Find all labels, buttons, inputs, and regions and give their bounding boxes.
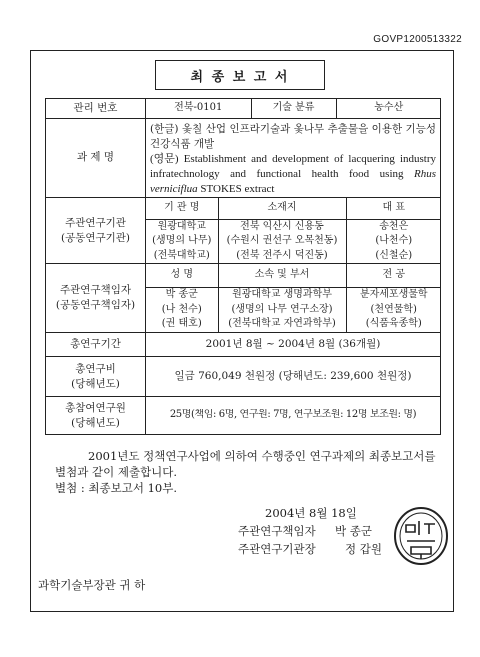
- researcher-label: [46, 264, 146, 333]
- project-title-cell: [146, 119, 441, 198]
- project-title-label: 과 제 명: [46, 119, 146, 198]
- researcher-label-joint: (공동연구책임자): [55, 299, 136, 311]
- report-info-table: [45, 98, 441, 435]
- research-staff-label: [46, 397, 146, 435]
- institution-name-main: 원광대학교: [157, 220, 206, 232]
- korean-title: 옻칠 산업 인프라기술과 옻나무 추출물을 이용한 기능성 건강식품 개발: [150, 122, 436, 150]
- submission-date: 2004년 8월 18일: [265, 506, 357, 520]
- official-seal-icon: [392, 505, 450, 567]
- submission-text-line-1: 2001년도 정책연구사업에 의하여 수행중인 연구과제의 최종보고서를: [88, 449, 436, 463]
- researcher-major-header: 전 공: [346, 264, 441, 287]
- institution-subtable: [146, 198, 441, 263]
- institution-location-joint-2: (전북 전주시 덕진동): [236, 249, 328, 261]
- institution-value-row: [146, 219, 441, 263]
- institution-representative-main: 송천은: [379, 220, 409, 232]
- researcher-name-main: 박 종군: [165, 289, 198, 300]
- researcher-affiliation-joint-2: (전북대학교 자연과학부): [228, 318, 336, 329]
- institution-names: [146, 219, 218, 263]
- research-budget-value: 일금 760,049 천원정 (당해년도: 239,600 천원정): [146, 357, 441, 397]
- document-id: GOVP1200513322: [373, 34, 462, 45]
- institution-representative-header: 대 표: [346, 198, 441, 219]
- row-research-period: [46, 333, 441, 357]
- attachment-note: 별첨 : 최종보고서 10부.: [55, 481, 178, 495]
- researcher-affiliations: [218, 287, 346, 332]
- pi-signature-name: 박 종군: [335, 524, 372, 538]
- researcher-affiliation-header: 소속 및 부서: [218, 264, 346, 287]
- korean-prefix: (한글): [150, 122, 179, 135]
- project-title-english: [150, 152, 436, 197]
- institution-cell: [146, 198, 441, 264]
- researcher-affiliation-joint-1: (생명의 나무 연구소장): [231, 303, 333, 315]
- tech-class-label: 기술 분류: [251, 99, 336, 118]
- researcher-name-header: 성 명: [146, 264, 218, 287]
- row-researcher: [46, 264, 441, 333]
- institution-label-main: 주관연구기관: [65, 216, 126, 229]
- report-title: 최 종 보 고 서: [155, 60, 325, 90]
- management-number-value: 전북-0101: [146, 99, 251, 118]
- research-period-value: 2001년 8월 ~ 2004년 8월 (36개월): [146, 333, 441, 357]
- researcher-name-joint-2: (권 태호): [161, 318, 202, 329]
- submission-text-line-2: 별첨과 같이 제출합니다.: [55, 465, 178, 479]
- researcher-affiliation-main: 원광대학교 생명과학부: [232, 289, 332, 300]
- row-management-number: [46, 99, 441, 119]
- english-prefix: (영문): [150, 152, 179, 165]
- institution-name-header: 기 관 명: [146, 198, 218, 219]
- research-staff-label-main: 총참여연구원: [65, 401, 126, 414]
- research-staff-cell: [146, 397, 441, 435]
- tech-class-value: 농수산: [336, 99, 441, 118]
- research-staff-value: 25명(책임: 6명, 연구원: 7명, 연구보조원: 12명 보조원: 명): [169, 409, 417, 421]
- researcher-name-joint-1: (나 천수): [161, 303, 202, 315]
- institution-representative-joint-2: (신철순): [375, 249, 413, 261]
- research-budget-label-main: 총연구비: [75, 362, 116, 375]
- research-budget-label-year: (당해년도): [71, 377, 120, 390]
- management-number-subtable: [146, 99, 441, 118]
- project-title-text: [146, 120, 440, 197]
- head-signature-name: 정 갑원: [345, 542, 382, 556]
- institution-location-header: 소재지: [218, 198, 346, 219]
- row-research-staff: [46, 397, 441, 435]
- research-period-label: 총연구기간: [46, 333, 146, 357]
- institution-name-joint-2: (전북대학교): [153, 249, 210, 261]
- researcher-names: [146, 287, 218, 332]
- management-number-subrow: [146, 99, 441, 118]
- institution-location-main: 전북 익산시 신용동: [240, 220, 324, 232]
- english-title-suffix: STOKES extract: [200, 182, 275, 195]
- management-number-label: 관리 번호: [46, 99, 146, 119]
- addressee: 과학기술부장관 귀 하: [38, 578, 146, 592]
- researcher-major-joint-1: (천연물학): [370, 303, 417, 315]
- researcher-major-joint-2: (식품육종학): [365, 318, 422, 329]
- english-title: Establishment and development of lacquering industry infratechnology and functional health food using: [150, 152, 436, 180]
- institution-label: [46, 198, 146, 264]
- head-signature-label: 주관연구기관장: [238, 542, 316, 556]
- institution-representative-joint-1: (나천수): [375, 235, 413, 246]
- researcher-major-main: 분자세포생물학: [359, 289, 428, 300]
- row-project-title: [46, 119, 441, 198]
- research-budget-label: [46, 357, 146, 397]
- institution-name-joint-1: (생명의 나무): [152, 235, 212, 246]
- row-research-budget: [46, 357, 441, 397]
- institution-label-joint: (공동연구기관): [60, 231, 131, 244]
- research-staff-label-year: (당해년도): [71, 416, 120, 429]
- institution-location-joint-1: (수원시 권선구 오목천동): [226, 235, 338, 246]
- researcher-subtable: [146, 264, 441, 332]
- researcher-majors: [346, 287, 441, 332]
- project-title-korean: [150, 122, 436, 152]
- english-title-species: Rhus verniciflua: [150, 167, 436, 195]
- researcher-value-row: [146, 287, 441, 332]
- institution-header-row: [146, 198, 441, 219]
- researcher-cell: [146, 264, 441, 333]
- institution-locations: [218, 219, 346, 263]
- institution-representatives: [346, 219, 441, 263]
- row-institution: [46, 198, 441, 264]
- pi-signature-label: 주관연구책임자: [238, 524, 316, 538]
- researcher-label-main: 주관연구책임자: [59, 284, 131, 296]
- researcher-header-row: [146, 264, 441, 287]
- management-number-cell: [146, 99, 441, 119]
